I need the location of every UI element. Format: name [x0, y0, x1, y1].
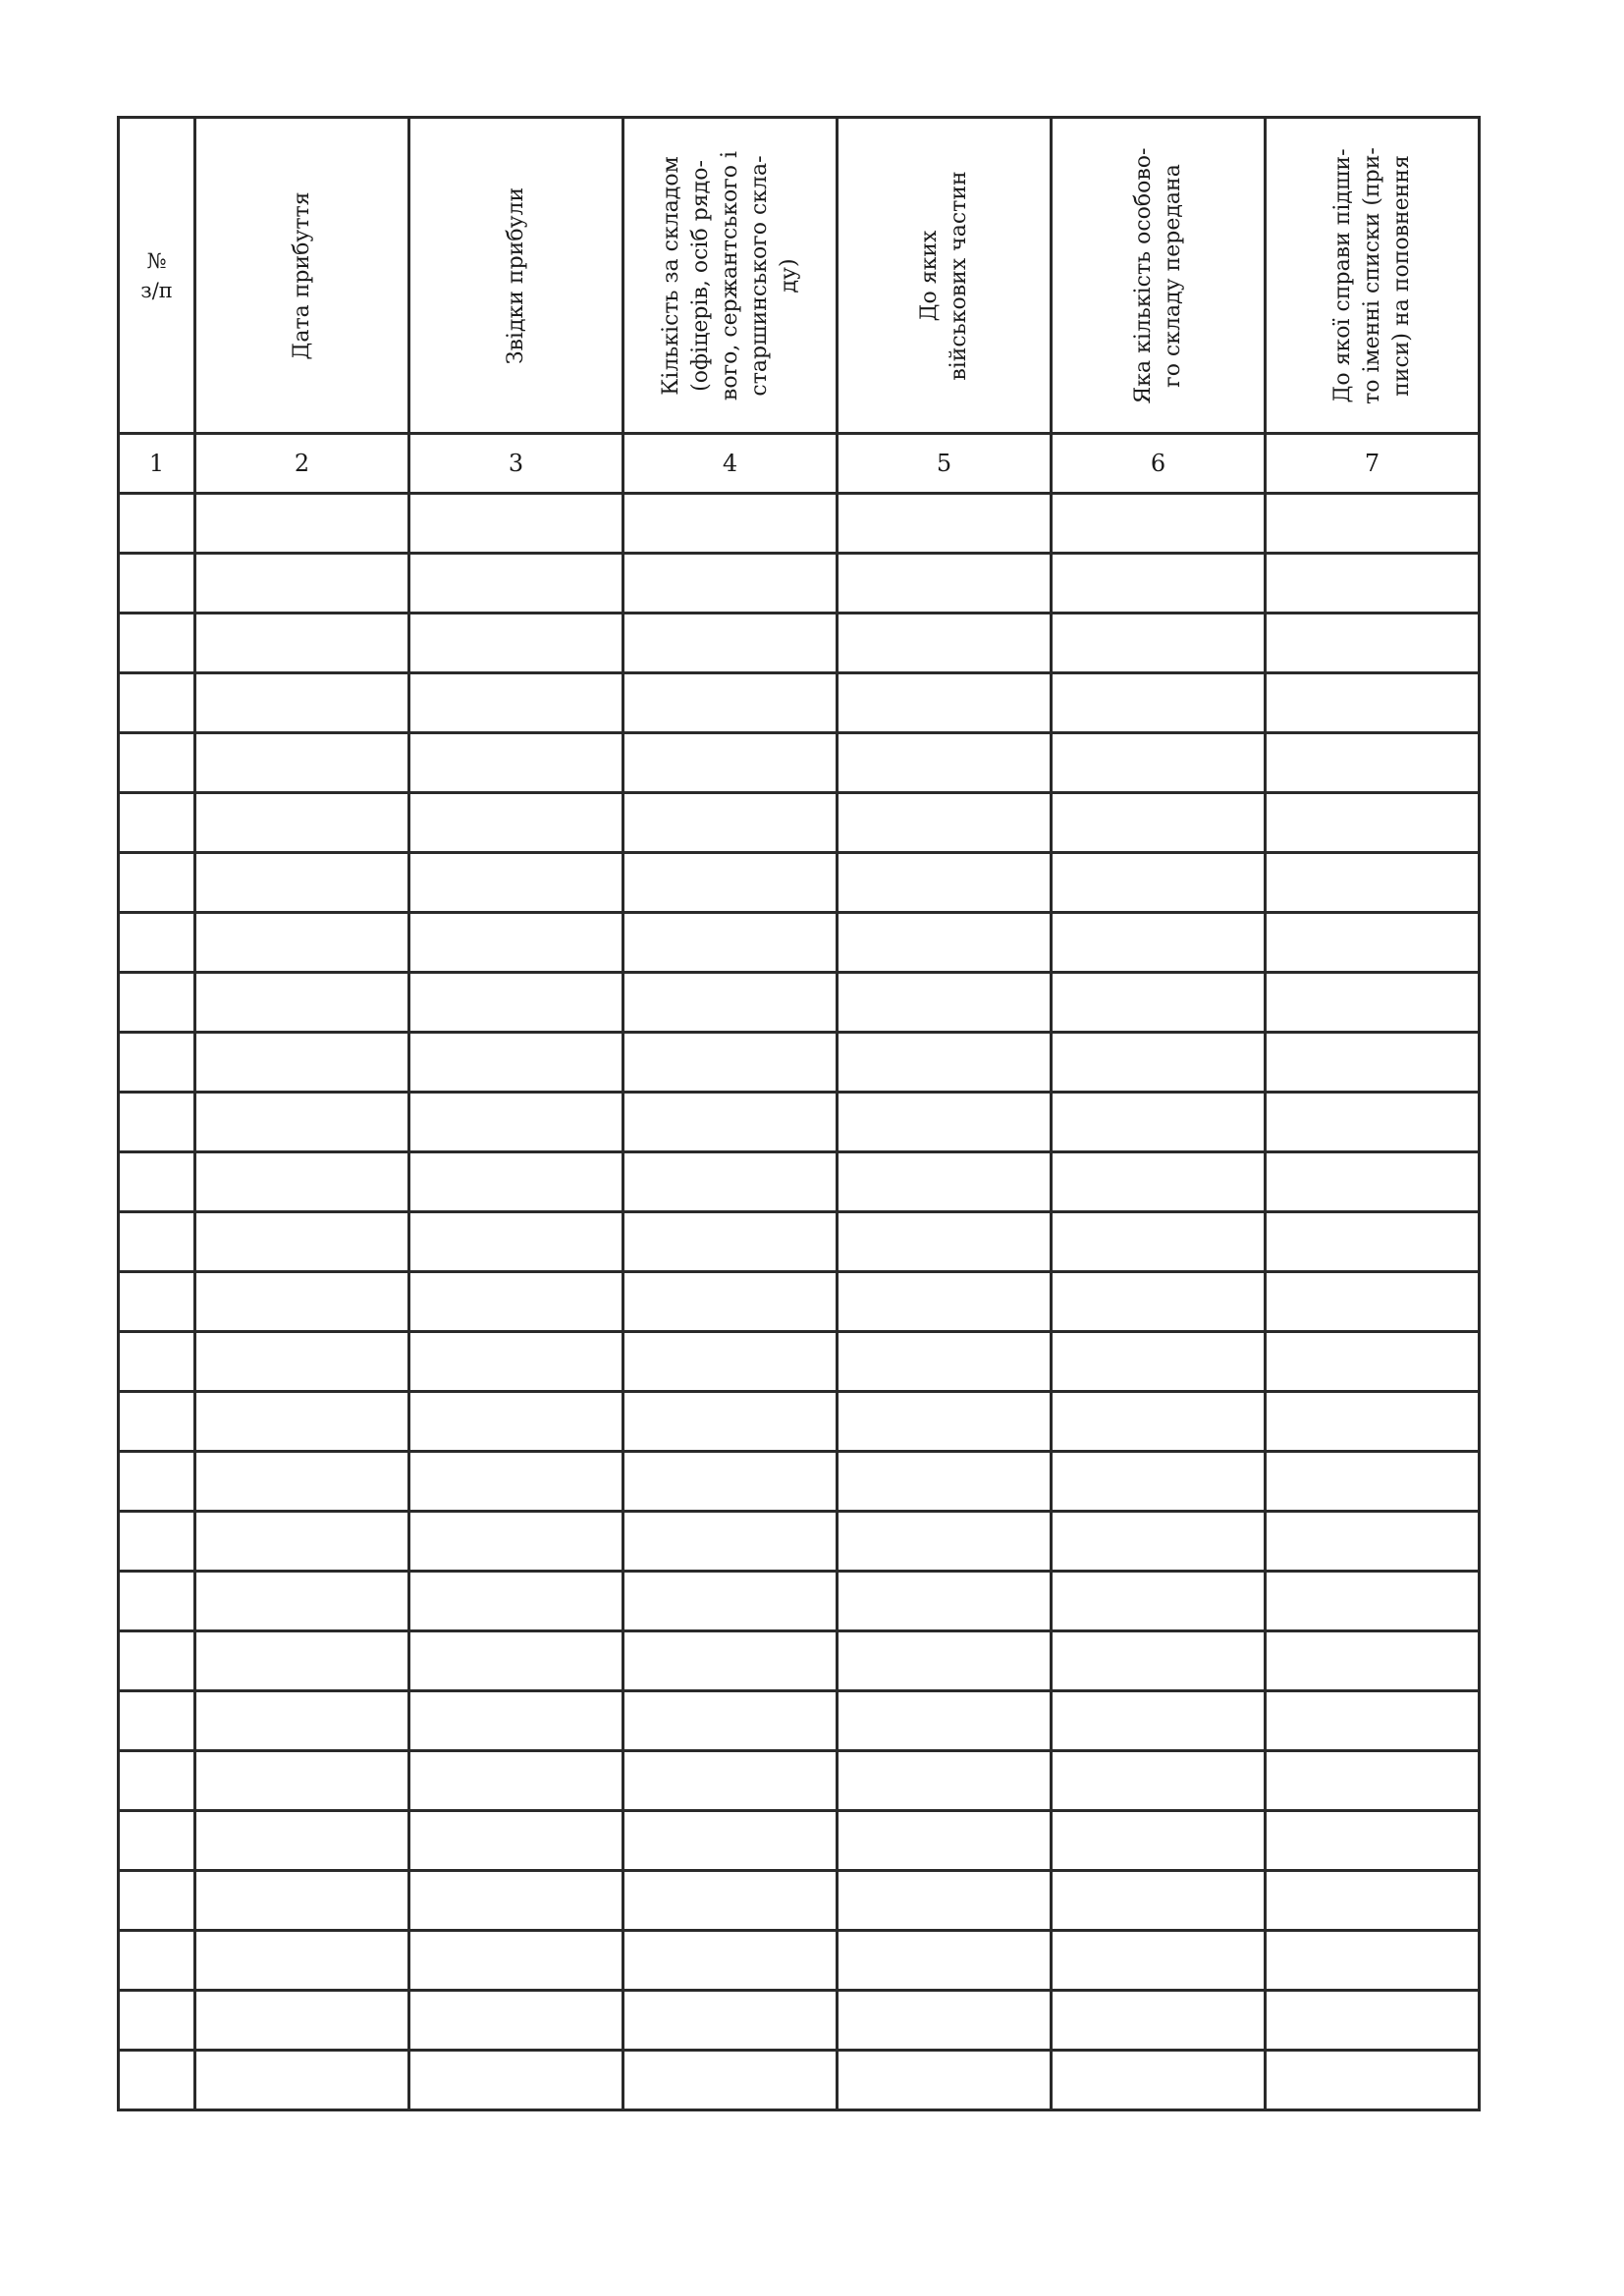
empty-cell[interactable]	[1052, 1751, 1266, 1811]
empty-cell[interactable]	[1266, 1272, 1480, 1332]
empty-cell[interactable]	[1266, 1452, 1480, 1512]
header-cell-origin	[409, 118, 623, 434]
empty-cell[interactable]	[1266, 1991, 1480, 2051]
table-row	[119, 1991, 1480, 2051]
empty-cell[interactable]	[1266, 494, 1480, 554]
header-destination-units-label: До яких військових частин	[916, 170, 971, 381]
table-row	[119, 2051, 1480, 2110]
table-row	[119, 1212, 1480, 1272]
empty-cell[interactable]	[838, 614, 1052, 673]
empty-cell[interactable]	[623, 853, 838, 913]
empty-cell[interactable]	[195, 2051, 409, 2110]
empty-cell[interactable]	[409, 1332, 623, 1392]
empty-cell[interactable]	[119, 853, 195, 913]
empty-cell[interactable]	[195, 1811, 409, 1871]
empty-cell[interactable]	[1052, 1152, 1266, 1212]
empty-cell[interactable]	[195, 733, 409, 793]
empty-cell[interactable]	[1052, 733, 1266, 793]
empty-cell[interactable]	[119, 494, 195, 554]
header-number-label: № з/п	[140, 248, 173, 302]
empty-cell[interactable]	[838, 1751, 1052, 1811]
header-cell-case-file	[1266, 118, 1480, 434]
empty-cell[interactable]	[195, 1691, 409, 1751]
empty-cell[interactable]	[623, 614, 838, 673]
empty-cell[interactable]	[119, 1512, 195, 1572]
table-row	[119, 1751, 1480, 1811]
empty-cell[interactable]	[838, 1512, 1052, 1572]
empty-cell[interactable]	[623, 1392, 838, 1452]
empty-cell[interactable]	[409, 1931, 623, 1991]
empty-cell[interactable]	[838, 1811, 1052, 1871]
empty-cell[interactable]	[623, 1631, 838, 1691]
empty-cell[interactable]	[195, 554, 409, 614]
empty-cell[interactable]	[838, 1332, 1052, 1392]
empty-cell[interactable]	[623, 1572, 838, 1631]
empty-cell[interactable]	[195, 1631, 409, 1691]
empty-cell[interactable]	[1052, 1631, 1266, 1691]
empty-cell[interactable]	[409, 494, 623, 554]
empty-cell[interactable]	[1266, 1152, 1480, 1212]
empty-cell[interactable]	[409, 1093, 623, 1152]
empty-cell[interactable]	[119, 733, 195, 793]
empty-cell[interactable]	[119, 1931, 195, 1991]
empty-cell[interactable]	[1052, 913, 1266, 973]
empty-cell[interactable]	[195, 1392, 409, 1452]
empty-cell[interactable]	[119, 1691, 195, 1751]
empty-cell[interactable]	[1266, 1691, 1480, 1751]
table-row	[119, 853, 1480, 913]
empty-cell[interactable]	[409, 1811, 623, 1871]
empty-cell[interactable]	[838, 913, 1052, 973]
empty-cell[interactable]	[119, 1332, 195, 1392]
empty-cell[interactable]	[195, 1991, 409, 2051]
empty-cell[interactable]	[195, 853, 409, 913]
table-row	[119, 733, 1480, 793]
empty-cell[interactable]	[119, 554, 195, 614]
empty-cell[interactable]	[119, 913, 195, 973]
empty-cell[interactable]	[195, 1871, 409, 1931]
empty-cell[interactable]	[1266, 673, 1480, 733]
empty-cell[interactable]	[1052, 1991, 1266, 2051]
table-row	[119, 1452, 1480, 1512]
empty-cell[interactable]	[409, 2051, 623, 2110]
empty-cell[interactable]	[409, 913, 623, 973]
empty-cell[interactable]	[1266, 1033, 1480, 1093]
empty-cell[interactable]	[838, 1452, 1052, 1512]
empty-cell[interactable]	[1052, 793, 1266, 853]
empty-cell[interactable]	[838, 793, 1052, 853]
empty-cell[interactable]	[119, 1272, 195, 1332]
empty-cell[interactable]	[623, 1033, 838, 1093]
table-row	[119, 1631, 1480, 1691]
empty-cell[interactable]	[1052, 1093, 1266, 1152]
header-origin-label: Звідки прибули	[503, 187, 528, 364]
table-row	[119, 1152, 1480, 1212]
empty-cell[interactable]	[838, 1392, 1052, 1452]
empty-cell[interactable]	[838, 494, 1052, 554]
table-row	[119, 1572, 1480, 1631]
empty-cell[interactable]	[838, 1093, 1052, 1152]
empty-cell[interactable]	[838, 1991, 1052, 2051]
empty-cell[interactable]	[1266, 614, 1480, 673]
empty-cell[interactable]	[409, 1691, 623, 1751]
empty-cell[interactable]	[119, 2051, 195, 2110]
empty-cell[interactable]	[623, 1212, 838, 1272]
empty-cell[interactable]	[119, 1392, 195, 1452]
empty-cell[interactable]	[195, 1212, 409, 1272]
empty-cell[interactable]	[838, 1212, 1052, 1272]
empty-cell[interactable]	[195, 673, 409, 733]
table-row	[119, 554, 1480, 614]
empty-cell[interactable]	[1052, 1512, 1266, 1572]
empty-cell[interactable]	[195, 1152, 409, 1212]
empty-cell[interactable]	[623, 554, 838, 614]
empty-cell[interactable]	[623, 1452, 838, 1512]
empty-cell[interactable]	[195, 1093, 409, 1152]
empty-cell[interactable]	[119, 1572, 195, 1631]
table-row	[119, 614, 1480, 673]
empty-cell[interactable]	[623, 1991, 838, 2051]
table-body	[119, 494, 1480, 2110]
empty-cell[interactable]	[119, 1452, 195, 1512]
empty-cell[interactable]	[1266, 1811, 1480, 1871]
empty-cell[interactable]	[119, 1631, 195, 1691]
table-row	[119, 973, 1480, 1033]
empty-cell[interactable]	[409, 733, 623, 793]
empty-cell[interactable]	[409, 1272, 623, 1332]
empty-cell[interactable]	[838, 973, 1052, 1033]
arrival-register-table	[117, 116, 1481, 2111]
empty-cell[interactable]	[623, 494, 838, 554]
table-row	[119, 1093, 1480, 1152]
empty-cell[interactable]	[1052, 1691, 1266, 1751]
empty-cell[interactable]	[623, 793, 838, 853]
empty-cell[interactable]	[409, 1631, 623, 1691]
empty-cell[interactable]	[195, 1751, 409, 1811]
empty-cell[interactable]	[623, 1751, 838, 1811]
empty-cell[interactable]	[838, 554, 1052, 614]
empty-cell[interactable]	[623, 1272, 838, 1332]
empty-cell[interactable]	[1266, 1572, 1480, 1631]
empty-cell[interactable]	[409, 673, 623, 733]
empty-cell[interactable]	[409, 554, 623, 614]
empty-cell[interactable]	[1266, 2051, 1480, 2110]
empty-cell[interactable]	[1052, 1033, 1266, 1093]
empty-cell[interactable]	[195, 1572, 409, 1631]
empty-cell[interactable]	[838, 853, 1052, 913]
table-row	[119, 1931, 1480, 1991]
empty-cell[interactable]	[409, 1033, 623, 1093]
empty-cell[interactable]	[1052, 1212, 1266, 1272]
empty-cell[interactable]	[838, 1631, 1052, 1691]
empty-cell[interactable]	[409, 793, 623, 853]
empty-cell[interactable]	[1266, 554, 1480, 614]
empty-cell[interactable]	[1052, 673, 1266, 733]
empty-cell[interactable]	[409, 1991, 623, 2051]
column-number: 1	[119, 434, 195, 494]
column-number: 5	[838, 434, 1052, 494]
empty-cell[interactable]	[623, 673, 838, 733]
empty-cell[interactable]	[838, 1572, 1052, 1631]
column-number: 2	[195, 434, 409, 494]
empty-cell[interactable]	[623, 1811, 838, 1871]
table-row	[119, 793, 1480, 853]
empty-cell[interactable]	[409, 1452, 623, 1512]
table-row	[119, 1332, 1480, 1392]
header-arrival-date-label: Дата прибуття	[289, 190, 314, 360]
empty-cell[interactable]	[195, 614, 409, 673]
empty-cell[interactable]	[838, 1691, 1052, 1751]
empty-cell[interactable]	[195, 1512, 409, 1572]
empty-cell[interactable]	[1266, 793, 1480, 853]
empty-cell[interactable]	[1052, 1811, 1266, 1871]
empty-cell[interactable]	[195, 1033, 409, 1093]
empty-cell[interactable]	[623, 913, 838, 973]
empty-cell[interactable]	[119, 1093, 195, 1152]
empty-cell[interactable]	[838, 673, 1052, 733]
table-row	[119, 1512, 1480, 1572]
table-row	[119, 1392, 1480, 1452]
empty-cell[interactable]	[409, 973, 623, 1033]
empty-cell[interactable]	[1266, 1751, 1480, 1811]
column-number-row	[119, 434, 1480, 494]
empty-cell[interactable]	[195, 913, 409, 973]
empty-cell[interactable]	[1052, 1452, 1266, 1512]
empty-cell[interactable]	[409, 1751, 623, 1811]
empty-cell[interactable]	[1266, 973, 1480, 1033]
column-number: 6	[1052, 434, 1266, 494]
empty-cell[interactable]	[119, 1871, 195, 1931]
header-transferred-count-label: Яка кількість особово- го складу передана	[1130, 147, 1185, 403]
table-row	[119, 1272, 1480, 1332]
empty-cell[interactable]	[623, 1332, 838, 1392]
empty-cell[interactable]	[838, 733, 1052, 793]
empty-cell[interactable]	[1266, 1931, 1480, 1991]
empty-cell[interactable]	[409, 1212, 623, 1272]
empty-cell[interactable]	[1052, 2051, 1266, 2110]
column-number: 4	[623, 434, 838, 494]
empty-cell[interactable]	[195, 973, 409, 1033]
empty-cell[interactable]	[1052, 1332, 1266, 1392]
header-case-file-label: До якої справи підши- то іменні списки (при- писи) на поповнення	[1329, 146, 1414, 404]
empty-cell[interactable]	[119, 1033, 195, 1093]
empty-cell[interactable]	[1266, 733, 1480, 793]
empty-cell[interactable]	[119, 1152, 195, 1212]
header-row	[119, 118, 1480, 434]
empty-cell[interactable]	[838, 1152, 1052, 1212]
empty-cell[interactable]	[119, 673, 195, 733]
empty-cell[interactable]	[1266, 1871, 1480, 1931]
table-row	[119, 1811, 1480, 1871]
empty-cell[interactable]	[119, 614, 195, 673]
empty-cell[interactable]	[195, 494, 409, 554]
empty-cell[interactable]	[623, 1871, 838, 1931]
header-personnel-count-label: Кількість за складом (офіцерів, осіб рядо- вого, сержантського і старшинського скла- ду)	[658, 150, 801, 400]
empty-cell[interactable]	[1052, 1871, 1266, 1931]
header-cell-personnel-count	[623, 118, 838, 434]
empty-cell[interactable]	[1052, 494, 1266, 554]
empty-cell[interactable]	[119, 1751, 195, 1811]
empty-cell[interactable]	[623, 1512, 838, 1572]
empty-cell[interactable]	[838, 1272, 1052, 1332]
empty-cell[interactable]	[623, 1093, 838, 1152]
empty-cell[interactable]	[195, 1332, 409, 1392]
empty-cell[interactable]	[409, 1152, 623, 1212]
empty-cell[interactable]	[623, 1931, 838, 1991]
empty-cell[interactable]	[623, 733, 838, 793]
empty-cell[interactable]	[838, 1931, 1052, 1991]
empty-cell[interactable]	[195, 1272, 409, 1332]
column-number: 3	[409, 434, 623, 494]
empty-cell[interactable]	[1266, 913, 1480, 973]
empty-cell[interactable]	[1266, 1392, 1480, 1452]
empty-cell[interactable]	[1266, 1212, 1480, 1272]
empty-cell[interactable]	[409, 1572, 623, 1631]
header-cell-arrival-date	[195, 118, 409, 434]
empty-cell[interactable]	[1052, 853, 1266, 913]
empty-cell[interactable]	[1052, 1392, 1266, 1452]
header-cell-transferred-count	[1052, 118, 1266, 434]
empty-cell[interactable]	[195, 1452, 409, 1512]
empty-cell[interactable]	[1052, 1272, 1266, 1332]
empty-cell[interactable]	[409, 853, 623, 913]
empty-cell[interactable]	[1266, 853, 1480, 913]
table-row	[119, 1871, 1480, 1931]
empty-cell[interactable]	[119, 1212, 195, 1272]
empty-cell[interactable]	[623, 1152, 838, 1212]
empty-cell[interactable]	[838, 1871, 1052, 1931]
empty-cell[interactable]	[623, 2051, 838, 2110]
empty-cell[interactable]	[1052, 973, 1266, 1033]
empty-cell[interactable]	[409, 1871, 623, 1931]
empty-cell[interactable]	[119, 1811, 195, 1871]
table-row	[119, 1691, 1480, 1751]
empty-cell[interactable]	[409, 1512, 623, 1572]
empty-cell[interactable]	[1052, 1931, 1266, 1991]
empty-cell[interactable]	[1052, 614, 1266, 673]
empty-cell[interactable]	[1266, 1512, 1480, 1572]
empty-cell[interactable]	[623, 1691, 838, 1751]
table-row	[119, 494, 1480, 554]
empty-cell[interactable]	[195, 1931, 409, 1991]
header-cell-destination-units	[838, 118, 1052, 434]
empty-cell[interactable]	[1052, 554, 1266, 614]
table-row	[119, 1033, 1480, 1093]
empty-cell[interactable]	[1052, 1572, 1266, 1631]
empty-cell[interactable]	[1266, 1332, 1480, 1392]
column-number: 7	[1266, 434, 1480, 494]
empty-cell[interactable]	[195, 793, 409, 853]
empty-cell[interactable]	[1266, 1631, 1480, 1691]
header-cell-number	[119, 118, 195, 434]
table-row	[119, 673, 1480, 733]
empty-cell[interactable]	[409, 1392, 623, 1452]
empty-cell[interactable]	[119, 973, 195, 1033]
table-row	[119, 913, 1480, 973]
empty-cell[interactable]	[623, 973, 838, 1033]
empty-cell[interactable]	[1266, 1093, 1480, 1152]
empty-cell[interactable]	[119, 793, 195, 853]
empty-cell[interactable]	[409, 614, 623, 673]
empty-cell[interactable]	[838, 1033, 1052, 1093]
empty-cell[interactable]	[838, 2051, 1052, 2110]
empty-cell[interactable]	[119, 1991, 195, 2051]
